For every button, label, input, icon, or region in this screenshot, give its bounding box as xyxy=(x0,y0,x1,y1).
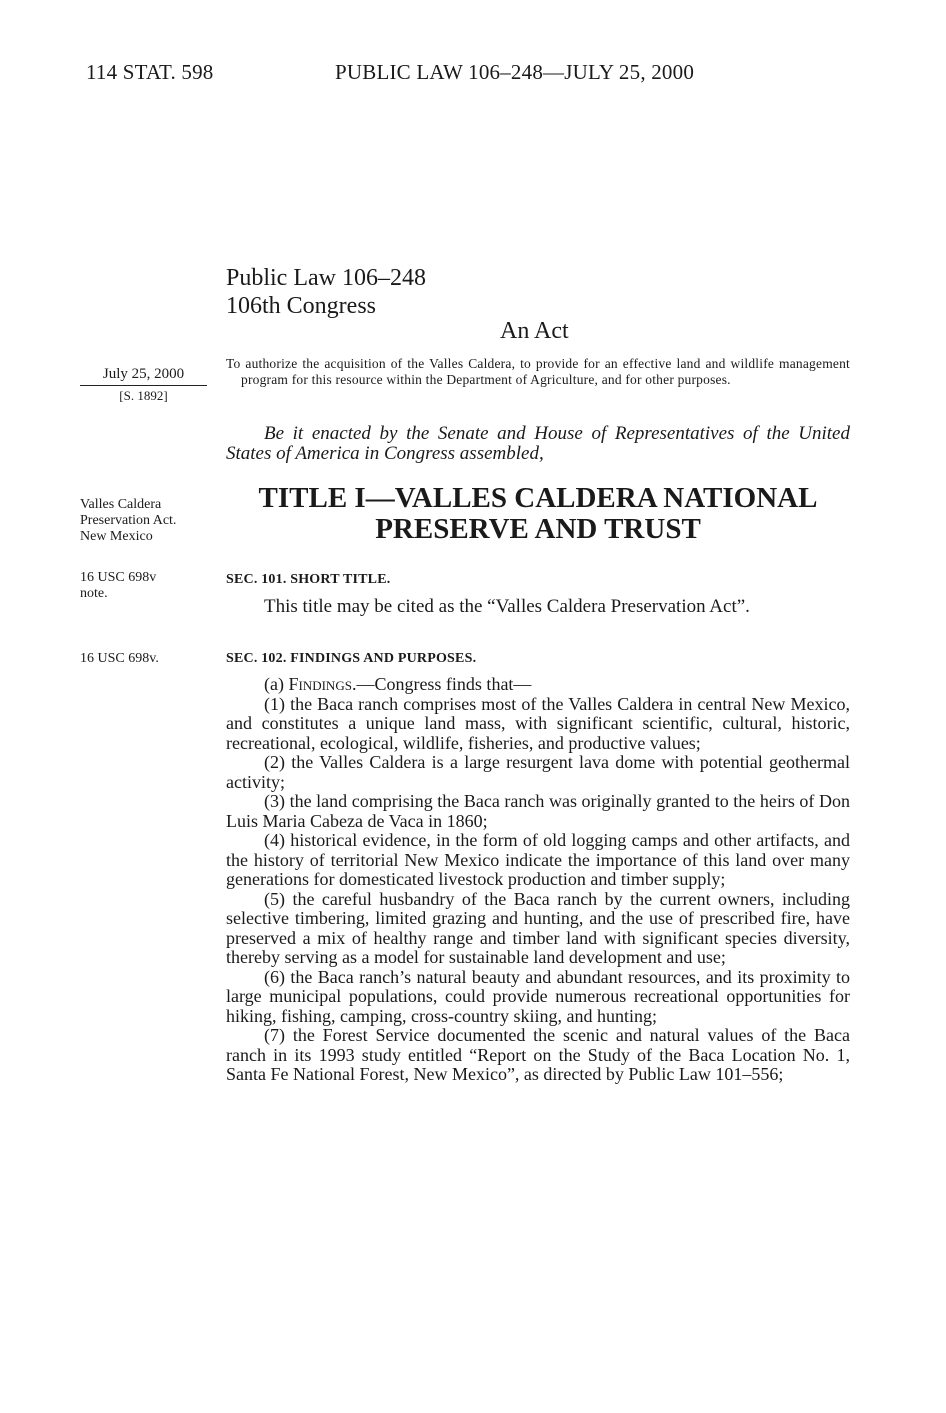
subsection-a-caption: Findings xyxy=(288,674,352,694)
margin-note-line: New Mexico xyxy=(80,529,153,544)
public-law-number: Public Law 106–248 xyxy=(226,265,426,291)
an-act-heading: An Act xyxy=(500,318,569,344)
finding-paragraph: (7) the Forest Service documented the scenic and natural values of the Baca ranch in its 1993 study entitled “Report on the Study of the Baca Location No. 1, Santa Fe National Forest, New Mexico”, as directed by Public Law 101–556; xyxy=(226,1025,850,1084)
subsection-a-intro xyxy=(226,675,850,695)
section-101-paragraph: This title may be cited as the “Valles Caldera Preservation Act”. xyxy=(264,596,750,617)
finding-paragraph: (6) the Baca ranch’s natural beauty and abundant resources, and its proximity to large municipal populations, could provide numerous recreational opportunities for hiking, fishing, camping, cross-country skiing, and hunting; xyxy=(226,966,850,1026)
finding-paragraph: (5) the careful husbandry of the Baca ranch by the current owners, including selective timbering, limited grazing and hunting, and the use of prescribed fire, have preserved a mix of healthy range and timber land with significant species diversity, thereby serving as a model for sustainable land development and use; xyxy=(226,888,850,967)
section-102-body xyxy=(226,675,850,1085)
finding-paragraph: (3) the land comprising the Baca ranch was originally granted to the heirs of Don Luis Maria Cabeza de Vaca in 1860; xyxy=(226,791,850,831)
margin-date-block xyxy=(80,365,207,405)
title-heading xyxy=(226,483,850,545)
subsection-a-label: (a) xyxy=(264,674,289,694)
finding-paragraph: (1) the Baca ranch comprises most of the Valles Caldera in central New Mexico, and constitutes a unique land mass, with significant scientific, cultural, historic, recreational, ecological, wildlife, fisheries, and productive values; xyxy=(226,693,850,753)
enacting-clause: Be it enacted by the Senate and House of Representatives of the United States of America in Congress assembled, xyxy=(226,423,850,464)
subsection-a-text: .—Congress finds that— xyxy=(351,674,532,694)
finding-paragraph: (2) the Valles Caldera is a large resurgent lava dome with potential geothermal activity; xyxy=(226,752,850,792)
margin-note-line: Valles Caldera xyxy=(80,497,162,512)
section-101-heading: SEC. 101. SHORT TITLE. xyxy=(226,572,391,587)
title-line-1: TITLE I—VALLES CALDERA NATIONAL xyxy=(258,482,818,514)
margin-note-usc-102: 16 USC 698v. xyxy=(80,651,159,666)
bill-number: [S. 1892] xyxy=(119,388,168,403)
section-101-text xyxy=(226,597,850,617)
margin-note-line: note. xyxy=(80,586,108,601)
margin-note-line: 16 USC 698v xyxy=(80,570,157,585)
finding-paragraph: (4) historical evidence, in the form of old logging camps and other artifacts, and the history of territorial New Mexico indicate the importance of this land over many generations for domesticated livestock production and timber supply; xyxy=(226,830,850,889)
enactment-date: July 25, 2000 xyxy=(80,365,207,386)
section-102-heading: SEC. 102. FINDINGS AND PURPOSES. xyxy=(226,651,477,666)
margin-note-line: Preservation Act. xyxy=(80,513,177,528)
margin-note-usc-101 xyxy=(80,570,156,602)
stat-page-number: 114 STAT. 598 xyxy=(86,60,214,84)
congress-number: 106th Congress xyxy=(226,293,376,319)
running-title: PUBLIC LAW 106–248—JULY 25, 2000 xyxy=(335,60,695,84)
act-purpose: To authorize the acquisition of the Valles Caldera, to provide for an effective land and wildlife management program for this resource within the Department of Agriculture, and for other purposes. xyxy=(226,356,850,387)
margin-note-short-title xyxy=(80,497,176,545)
title-line-2: PRESERVE AND TRUST xyxy=(375,513,701,545)
